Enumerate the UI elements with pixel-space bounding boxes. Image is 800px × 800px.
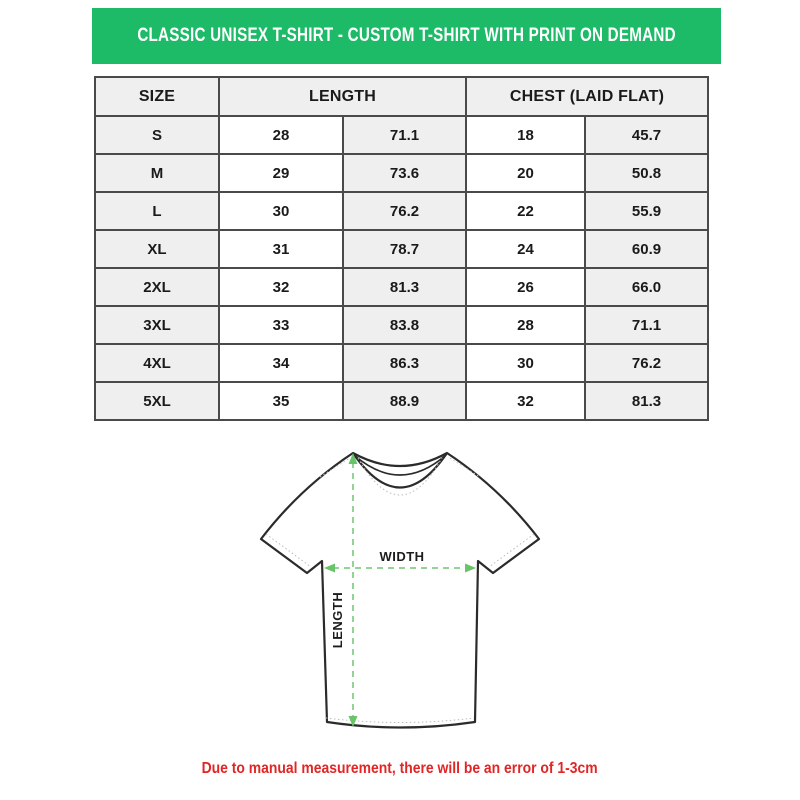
column-header-chest: CHEST (LAID FLAT) — [466, 77, 708, 116]
column-header-length: LENGTH — [219, 77, 466, 116]
chest-in-cell: 32 — [466, 382, 585, 420]
length-cm-cell: 78.7 — [343, 230, 466, 268]
length-in-cell: 32 — [219, 268, 343, 306]
chest-cm-cell: 60.9 — [585, 230, 708, 268]
measurement-note — [0, 760, 800, 778]
size-cell: 2XL — [95, 268, 219, 306]
tshirt-diagram-svg — [240, 430, 560, 750]
chest-in-cell: 26 — [466, 268, 585, 306]
chest-cm-cell: 71.1 — [585, 306, 708, 344]
table-row — [95, 268, 708, 306]
table-row — [95, 382, 708, 420]
chest-in-cell: 20 — [466, 154, 585, 192]
table-row — [95, 230, 708, 268]
length-cm-cell: 73.6 — [343, 154, 466, 192]
table-row — [95, 116, 708, 154]
length-in-cell: 34 — [219, 344, 343, 382]
size-cell: XL — [95, 230, 219, 268]
chest-cm-cell: 45.7 — [585, 116, 708, 154]
length-in-cell: 29 — [219, 154, 343, 192]
chest-in-cell: 18 — [466, 116, 585, 154]
title-banner — [92, 8, 721, 64]
size-cell: S — [95, 116, 219, 154]
length-in-cell: 35 — [219, 382, 343, 420]
width-label: WIDTH — [379, 549, 425, 564]
tshirt-measurement-diagram — [240, 430, 560, 750]
table-row — [95, 344, 708, 382]
length-cm-cell: 88.9 — [343, 382, 466, 420]
length-cm-cell: 86.3 — [343, 344, 466, 382]
size-chart-table — [94, 76, 709, 421]
size-cell: 3XL — [95, 306, 219, 344]
size-cell: 4XL — [95, 344, 219, 382]
length-cm-cell: 81.3 — [343, 268, 466, 306]
page-title: CLASSIC UNISEX T-SHIRT - CUSTOM T-SHIRT WITH PRINT ON DEMAND — [137, 25, 676, 46]
length-cm-cell: 71.1 — [343, 116, 466, 154]
length-in-cell: 33 — [219, 306, 343, 344]
chest-cm-cell: 81.3 — [585, 382, 708, 420]
length-cm-cell: 76.2 — [343, 192, 466, 230]
chest-in-cell: 28 — [466, 306, 585, 344]
length-in-cell: 31 — [219, 230, 343, 268]
length-in-cell: 28 — [219, 116, 343, 154]
table-row — [95, 192, 708, 230]
measurement-note-text: Due to manual measurement, there will be an error of 1-3cm — [201, 760, 599, 777]
table-header-row — [95, 77, 708, 116]
chest-in-cell: 30 — [466, 344, 585, 382]
chest-cm-cell: 55.9 — [585, 192, 708, 230]
chest-in-cell: 24 — [466, 230, 585, 268]
table-row — [95, 306, 708, 344]
tshirt-outline — [261, 453, 539, 728]
chest-cm-cell: 76.2 — [585, 344, 708, 382]
chest-cm-cell: 50.8 — [585, 154, 708, 192]
size-cell: L — [95, 192, 219, 230]
column-header-size: SIZE — [95, 77, 219, 116]
table-row — [95, 154, 708, 192]
length-in-cell: 30 — [219, 192, 343, 230]
chest-cm-cell: 66.0 — [585, 268, 708, 306]
size-cell: 5XL — [95, 382, 219, 420]
length-label: LENGTH — [330, 591, 345, 649]
size-cell: M — [95, 154, 219, 192]
chest-in-cell: 22 — [466, 192, 585, 230]
length-cm-cell: 83.8 — [343, 306, 466, 344]
